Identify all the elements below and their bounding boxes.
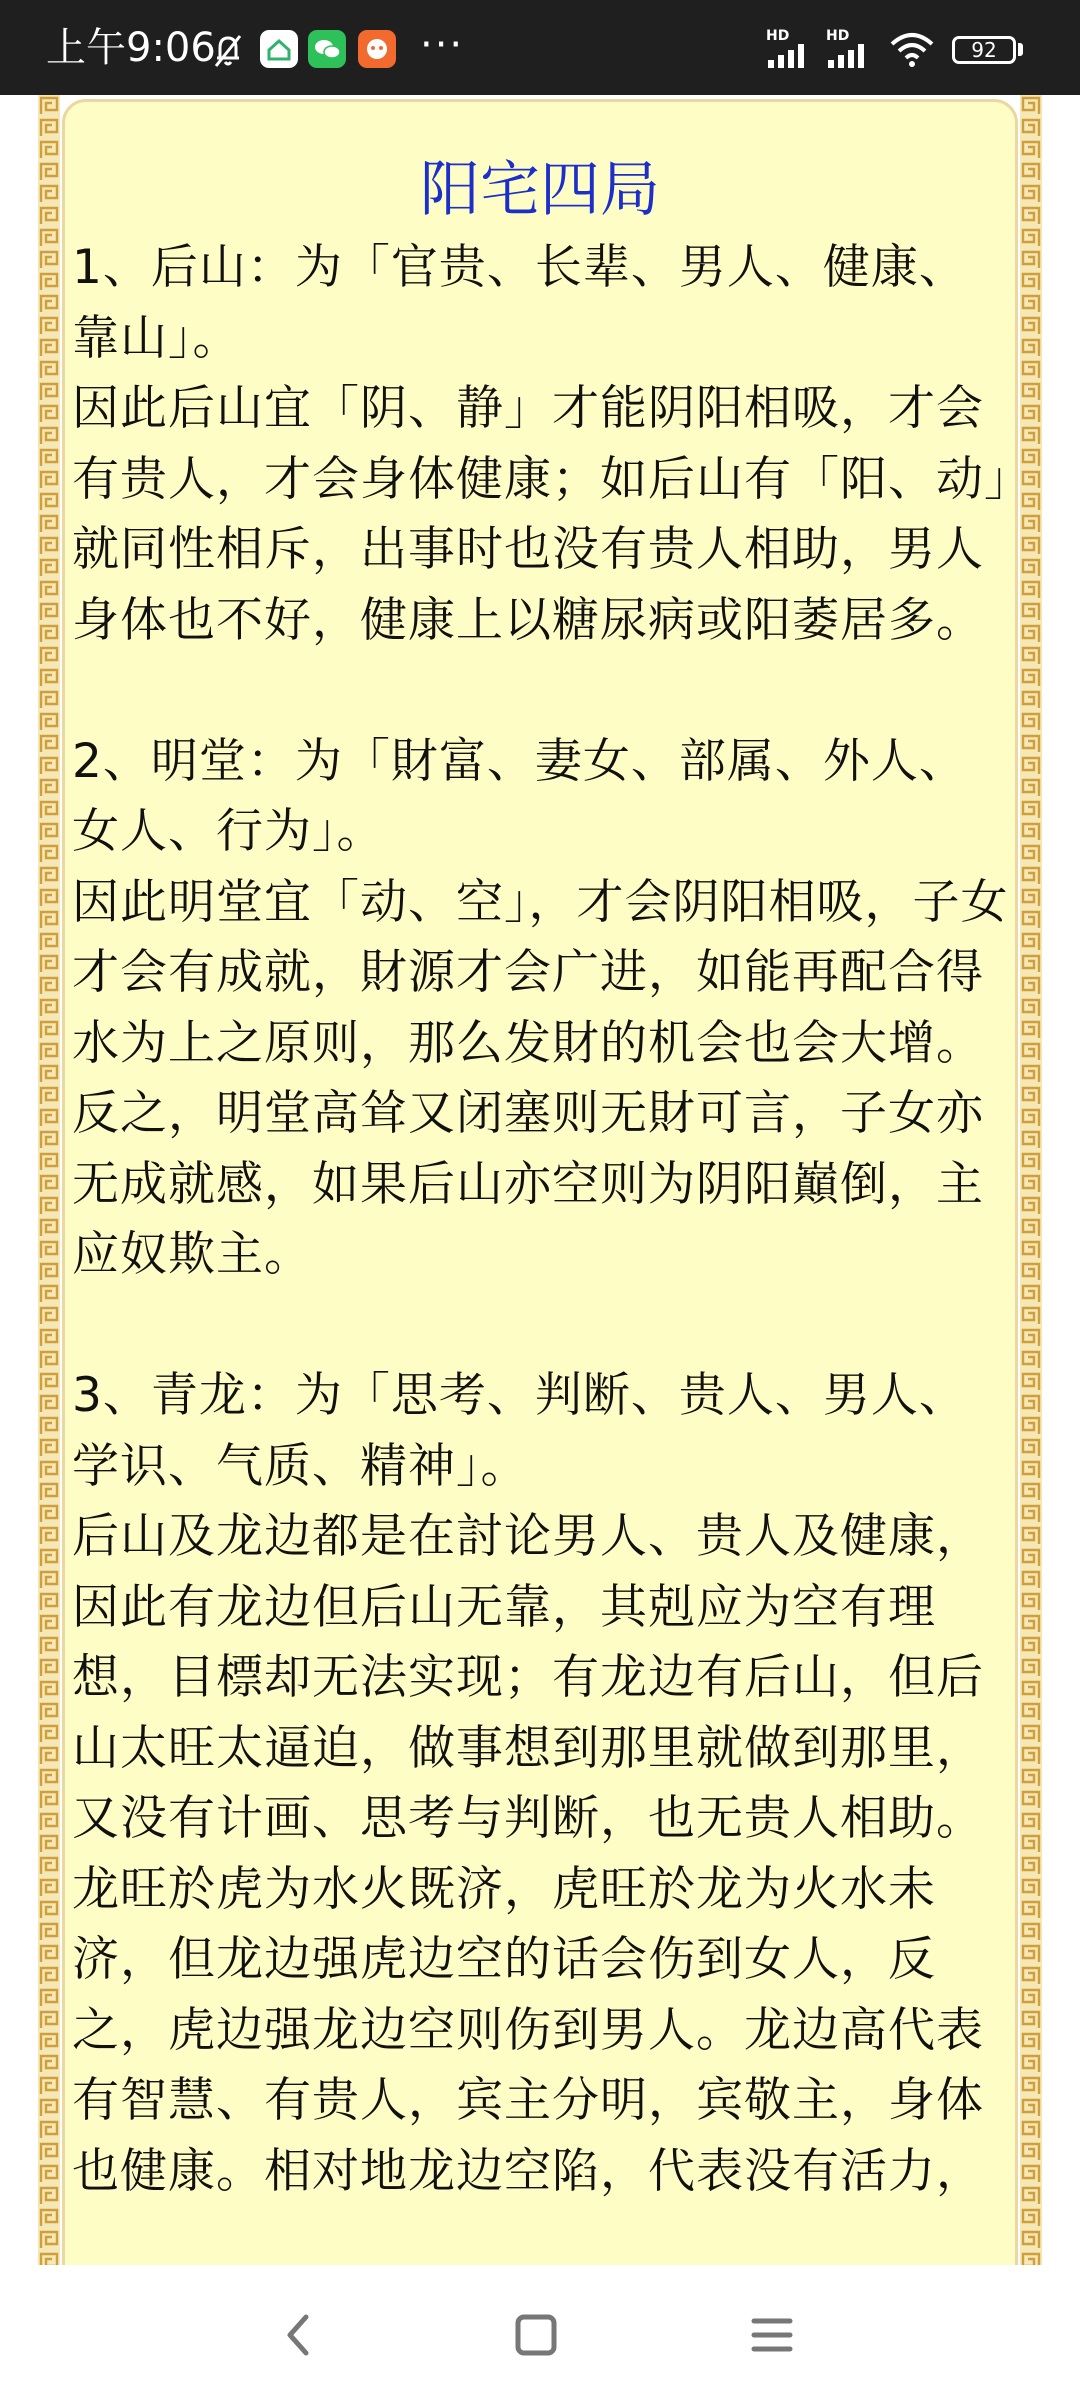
greek-key-border-right <box>1020 95 1042 2265</box>
status-time: 上午9:06 <box>46 25 216 71</box>
article-view[interactable] <box>0 95 1080 2265</box>
paragraph: 2、明堂：为「財富、妻女、部属、外人、女人、行为」。 <box>72 733 967 859</box>
blank-line <box>72 1291 1012 1362</box>
paragraph: 因此后山宜「阴、静」才能阴阳相吸，才会有贵人，才会身体健康；如后山有「阳、动」就同性相斥，出事时也没有贵人相助，男人身体也不好，健康上以糖尿病或阳萎居多。 <box>72 381 1009 648</box>
blank-line <box>72 656 1012 727</box>
signal-icon-1 <box>766 28 816 70</box>
toutiao-app-icon <box>358 30 396 68</box>
battery-tip <box>1018 43 1023 56</box>
greek-key-border-left <box>38 95 60 2265</box>
wechat-icon <box>308 30 346 68</box>
paragraph: 因此明堂宜「动、空」，才会阴阳相吸，子女才会有成就，財源才会广进，如能再配合得水为上之原则，那么发財的机会也会大增。反之，明堂高耸又闭塞则无財可言，子女亦无成就感，如果后山亦空则为阴阳巔倒，主应奴欺主。 <box>72 874 1009 1282</box>
signal-icon-2 <box>826 28 876 70</box>
home-app-icon <box>260 30 298 68</box>
hd-label: HD <box>826 28 850 44</box>
paragraph: 1、后山：为「官贵、长辈、男人、健康、靠山」。 <box>72 240 967 366</box>
bell-off-icon <box>208 30 248 70</box>
home-icon[interactable] <box>506 2305 566 2365</box>
battery-indicator: 92 <box>952 36 1016 64</box>
status-bar <box>0 0 1080 95</box>
page-title: 阳宅四局 <box>420 155 660 225</box>
more-notifications: ··· <box>420 22 465 68</box>
wifi-icon <box>888 30 936 70</box>
paragraph: 3、青龙：为「思考、判断、贵人、男人、学识、气质、精神」。 <box>72 1368 967 1494</box>
hd-label: HD <box>766 28 790 44</box>
menu-icon[interactable] <box>742 2305 802 2365</box>
article-body <box>72 233 1012 2207</box>
back-icon[interactable] <box>270 2305 330 2365</box>
paragraph: 后山及龙边都是在討论男人、贵人及健康，因此有龙边但后山无靠，其剋应为空有理想，目標却无法实现；有龙边有后山，但后山太旺太逼迫，做事想到那里就做到那里，又没有计画、思考与判断，也无贵人相助。龙旺於虎为水火既济，虎旺於龙为火水未济，但龙边强虎边空的话会伤到女人，反之，虎边强龙边空则伤到男人。龙边高代表有智慧、有贵人，宾主分明，宾敬主，身体也健康。相对地龙边空陷，代表没有活力， <box>72 1509 984 2199</box>
navigation-bar <box>0 2265 1080 2400</box>
